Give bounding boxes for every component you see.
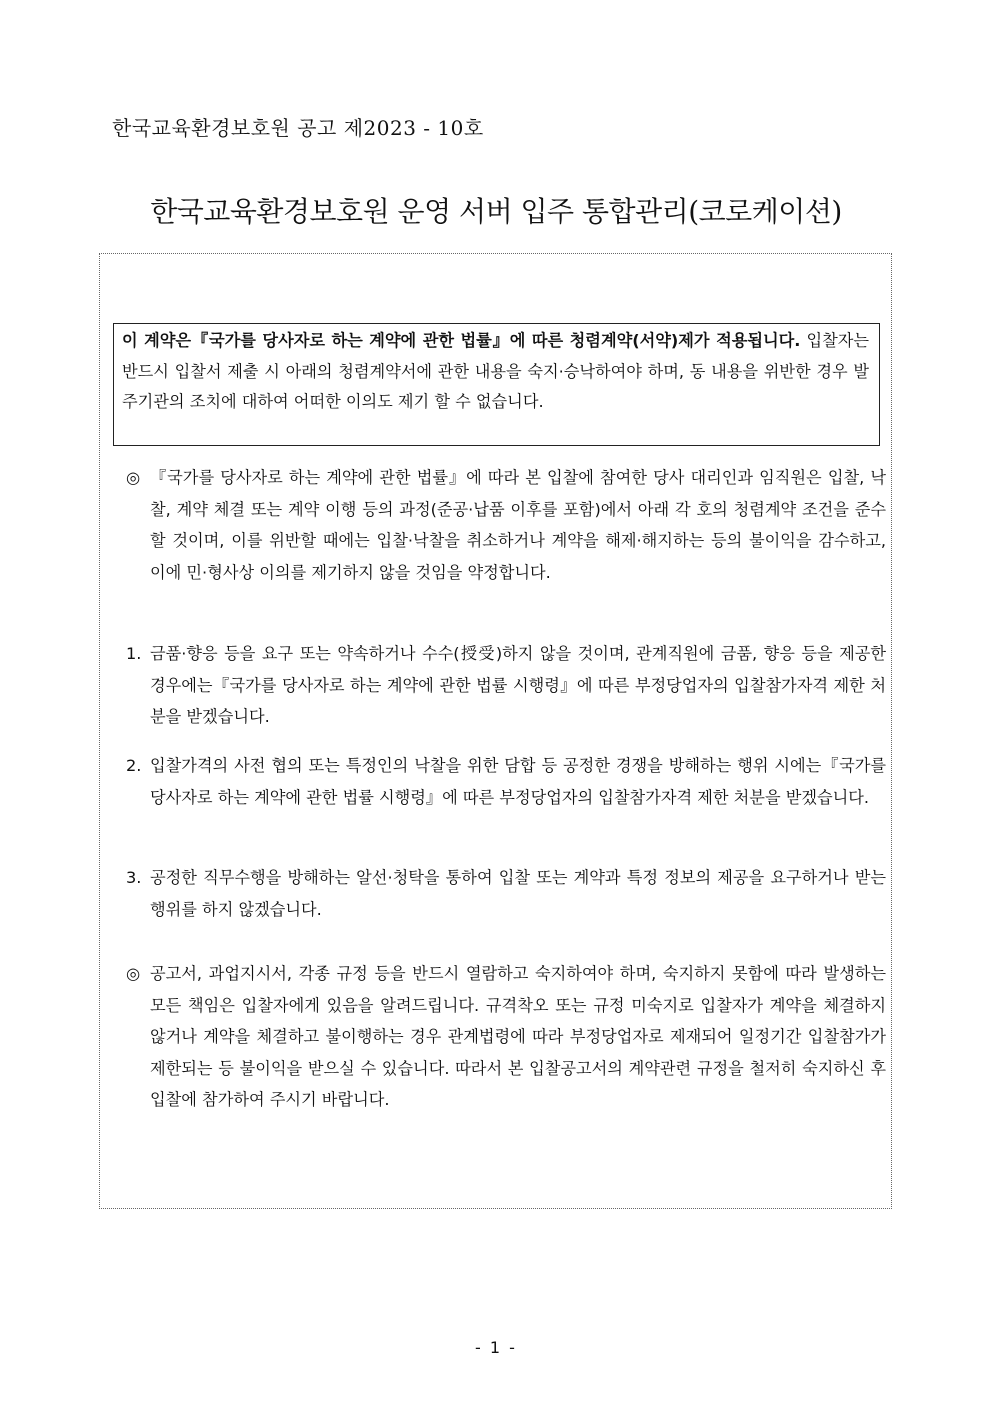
list-item-number: 2. bbox=[126, 756, 142, 775]
list-item-text: 공정한 직무수행을 방해하는 알선·청탁을 통하여 입찰 또는 계약과 특정 정보의 제공을 요구하거나 받는 행위를 하지 않겠습니다. bbox=[150, 868, 886, 919]
pledge-mark: ◎ bbox=[126, 468, 141, 487]
list-item-text: 입찰가격의 사전 협의 또는 특정인의 낙찰을 위한 담합 등 공정한 경쟁을 방해하는 행위 시에는『국가를 당사자로 하는 계약에 관한 법률 시행령』에 따른 부정당업자의 입찰참가자격 제한 처분을 받겠습니다. bbox=[150, 756, 886, 807]
list-item bbox=[126, 862, 886, 925]
notice-number: 한국교육환경보호원 공고 제2023 - 10호 bbox=[112, 116, 484, 140]
list-item bbox=[126, 638, 886, 733]
integrity-contract-box bbox=[113, 323, 880, 446]
notice-paragraph bbox=[126, 958, 886, 1116]
integrity-box-text: 입찰자는 반드시 입찰서 제출 시 아래의 청렴계약서에 관한 내용을 숙지·승낙하여야 하며, 동 내용을 위반한 경우 발주기관의 조치에 대하여 어떠한 이의도 제기 할 수 없습니다. bbox=[122, 331, 869, 411]
pledge-text: 『국가를 당사자로 하는 계약에 관한 법률』에 따라 본 입찰에 참여한 당사 대리인과 임직원은 입찰, 낙찰, 계약 체결 또는 계약 이행 등의 과정(준공·납품 이후를 포함)에서 아래 각 호의 청렴계약 조건을 준수할 것이며, 이를 위반할 때에는 입찰·낙찰을 취소하거나 계약을 해제·해지하는 등의 불이익을 감수하고, 이에 민·형사상 이의를 제기하지 않을 것임을 약정합니다. bbox=[150, 468, 886, 582]
list-item bbox=[126, 750, 886, 813]
notice-mark: ◎ bbox=[126, 964, 141, 983]
list-item-text: 금품·향응 등을 요구 또는 약속하거나 수수(授受)하지 않을 것이며, 관계직원에 금품, 향응 등을 제공한 경우에는『국가를 당사자로 하는 계약에 관한 법률 시행령』에 따른 부정당업자의 입찰참가자격 제한 처분을 받겠습니다. bbox=[150, 644, 886, 726]
page-number: - 1 - bbox=[475, 1338, 517, 1357]
notice-text: 공고서, 과업지시서, 각종 규정 등을 반드시 열람하고 숙지하여야 하며, 숙지하지 못함에 따라 발생하는 모든 책임은 입찰자에게 있음을 알려드립니다. 규격착오 또는 규정 미숙지로 입찰자가 계약을 체결하지 않거나 계약을 체결하고 불이행하는 경우 관계법령에 따라 부정당업자로 제재되어 일정기간 입찰참가가 제한되는 등 불이익을 받으실 수 있습니다. 따라서 본 입찰공고서의 계약관련 규정을 철저히 숙지하신 후 입찰에 참가하여 주시기 바랍니다. bbox=[150, 964, 886, 1109]
pledge-paragraph bbox=[126, 462, 886, 588]
list-item-number: 1. bbox=[126, 644, 142, 663]
document-title: 한국교육환경보호원 운영 서버 입주 통합관리(코로케이션) bbox=[150, 195, 842, 228]
integrity-box-bold-text: 이 계약은『국가를 당사자로 하는 계약에 관한 법률』에 따른 청렴계약(서약)제가 적용됩니다. bbox=[122, 331, 801, 350]
list-item-number: 3. bbox=[126, 868, 142, 887]
